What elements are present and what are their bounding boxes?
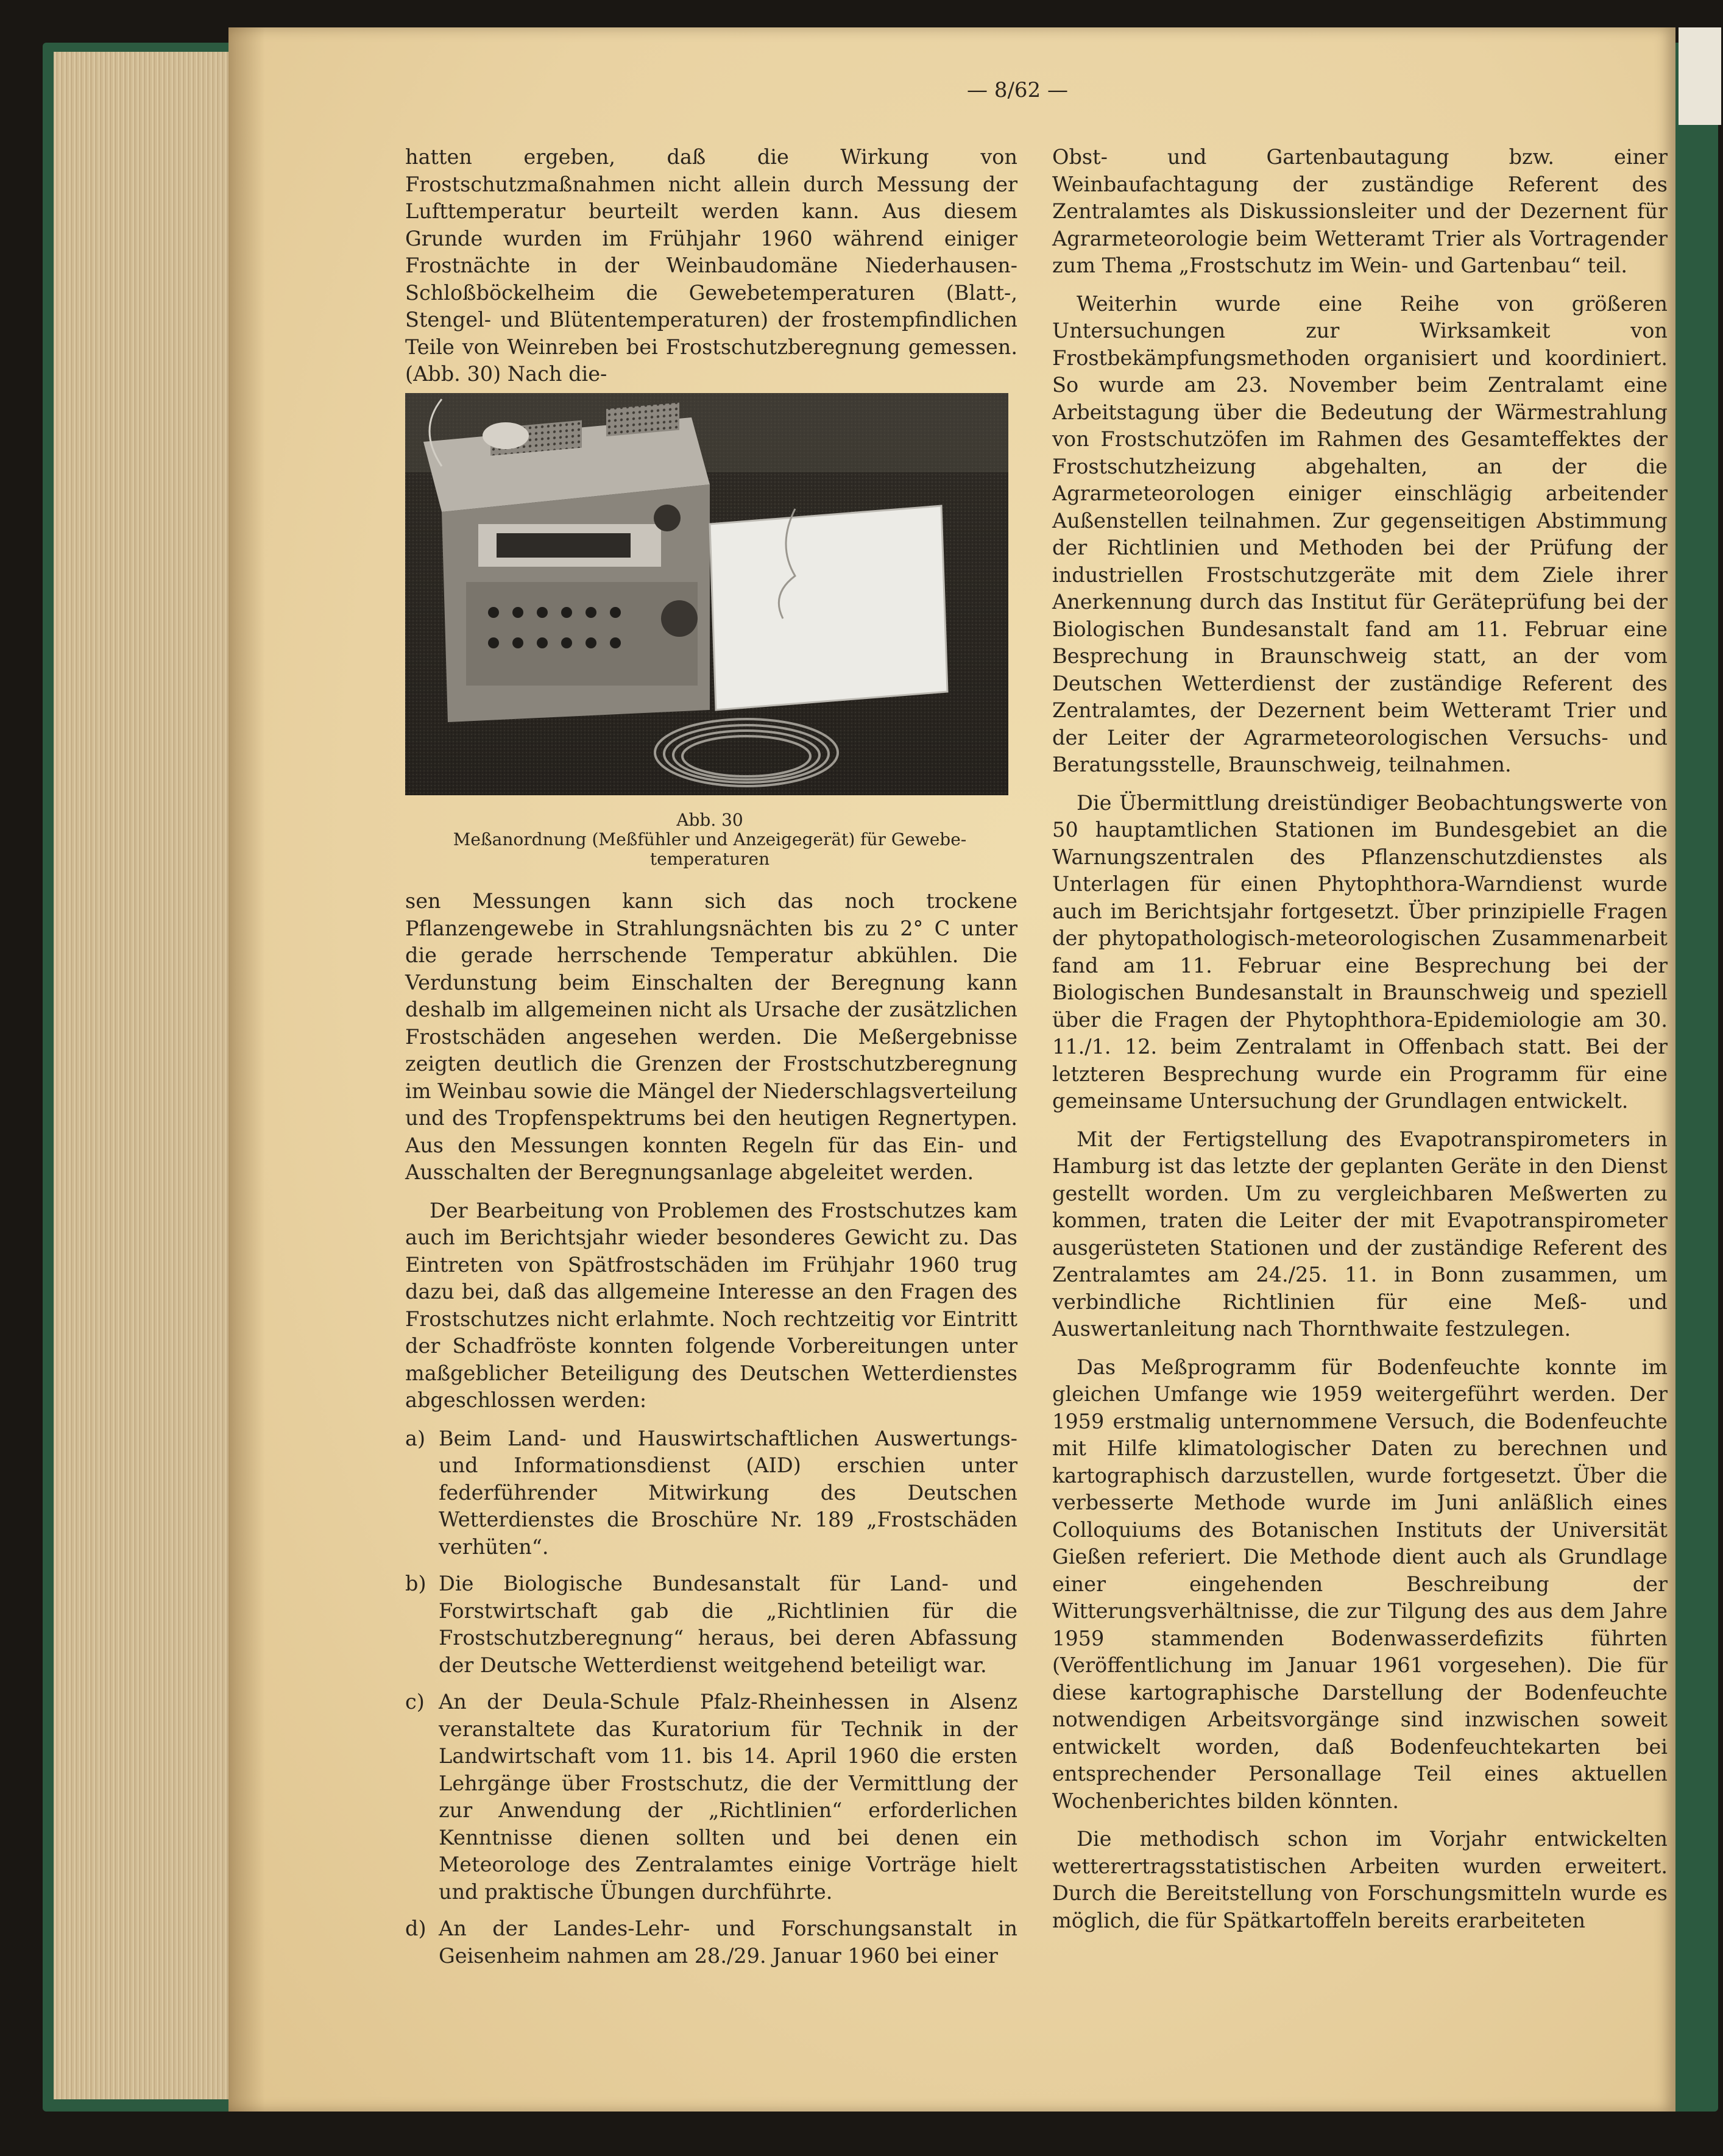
- figure-caption: [405, 810, 1014, 869]
- measuring-equipment-photo: [405, 393, 1008, 795]
- list-label: d): [405, 1917, 426, 1940]
- paragraph: Der Bearbeitung von Problemen des Frostschutzes kam auch im Berichtsjahr wieder besonderes Gewicht zu. Das Eintreten von Spätfrostschäden im Frühjahr 1960 trug dazu bei, daß das allgemeine Interesse an den Fragen des Frostschutzes nicht erlahmte. Noch rechtzeitig vor Eintritt der Schadfröste konnten folgende Vorbereitungen unter maßgeblicher Beteiligung des Deutschen Wetterdienstes abgeschlossen werden:: [405, 1198, 1017, 1412]
- spine-shadow: [228, 27, 265, 2112]
- paragraph: Die methodisch schon im Vorjahr entwickelten wetterertragsstatistischen Arbeiten wurden erweitert. Durch die Bereitstellung von Forschungsmitteln wurde es möglich, die für Spätkartoffeln bereits erarbeiteten: [1052, 1827, 1668, 1932]
- paragraph: Weiterhin wurde eine Reihe von größeren Untersuchungen zur Wirksamkeit von Frostbekämpfungsmethoden organisiert und koordiniert. So wurde am 23. November beim Zentralamt eine Arbeitstagung über die Bedeutung der Wärmestrahlung von Frostschutzöfen im Rahmen des Gesamteffektes der Frostschutzheizung abgehalten, an der die Agrarmeteorologen einiger einschlägig arbeitender Außenstellen teilnahmen. Zur gegenseitigen Abstimmung der Richtlinien und Methoden bei der Prüfung der industriellen Frostschutzgeräte mit dem Ziele ihrer Anerkennung durch das Institut für Geräteprüfung bei der Biologischen Bundesanstalt fand am 11. Februar eine Besprechung in Braunschweig statt, an der vom Deutschen Wetterdienst der zuständige Referent des Zentralamtes, der Dezernent beim Wetteramt Trier und der Leiter der Agrarmeteorologischen Versuchs- und Beratungsstelle, Braunschweig, teilnahmen.: [1052, 291, 1668, 776]
- list-item: [405, 1570, 1017, 1679]
- page-corner-tab: [1679, 27, 1721, 125]
- paragraph: Die Übermittlung dreistündiger Beobachtungswerte von 50 hauptamtlichen Stationen im Bundesgebiet an die Warnungszentralen des Pflanzenschutzdienstes als Unterlagen für einen Phytophthora-Warndienst wurde auch im Berichtsjahr fortgesetzt. Über prinzipielle Fragen der phytopathologisch-meteorologischen Zusammenarbeit fand am 11. Februar eine Besprechung bei der Biologischen Bundesanstalt in Braunschweig und speziell über die Fragen der Phytophthora-Epidemiologie am 30. 11./1. 12. beim Zentralamt in Offenbach statt. Bei der letzteren Besprechung wurde ein Programm für eine gemeinsame Untersuchung der Grundlagen entwickelt.: [1052, 790, 1668, 1113]
- list-text: An der Deula-Schule Pfalz-Rheinhessen in Alsenz veranstaltete das Kuratorium für Technik in der Landwirtschaft vom 11. bis 14. April 1960 die ersten Lehrgänge über Frostschutz, die der Vermittlung der zur Anwendung der „Richtlinien“ erforderlichen Kenntnisse dienen sollten und bei denen ein Meteorologe des Zentralamtes einige Vorträge hielt und praktische Übungen durchführte.: [439, 1690, 1017, 1904]
- list-label: a): [405, 1426, 426, 1450]
- list-item: [405, 1425, 1017, 1561]
- list-label: b): [405, 1572, 426, 1595]
- figure-label: Abb. 30: [676, 810, 743, 830]
- figure-photo: [405, 393, 1008, 795]
- paragraph: Obst- und Gartenbautagung bzw. einer Weinbaufachtagung der zuständige Referent des Zentralamtes als Diskussionsleiter und der Dezernent für Agrarmeteorologie beim Wetteramt Trier als Vortragender zum Thema „Frostschutz im Wein- und Gartenbau“ teil.: [1052, 145, 1668, 277]
- right-column: [1052, 144, 1668, 1934]
- left-column-top: [405, 144, 1017, 388]
- list-item: [405, 1689, 1017, 1906]
- figure-caption-text: Meßanordnung (Meßfühler und Anzeigegerät) für Gewebe-temperaturen: [453, 829, 967, 869]
- list-label: c): [405, 1690, 425, 1714]
- list-text: An der Landes-Lehr- und Forschungsanstalt in Geisenheim nahmen am 28./29. Januar 1960 bei einer: [439, 1917, 1017, 1968]
- paragraph: hatten ergeben, daß die Wirkung von Frostschutzmaßnahmen nicht allein durch Messung der Lufttemperatur beurteilt werden kann. Aus diesem Grunde wurden im Frühjahr 1960 während einiger Frostnächte in der Weinbaudomäne Niederhausen-Schloßböckelheim die Gewebetemperaturen (Blatt-, Stengel- und Blütentemperaturen) der frostempfindlichen Teile von Weinreben bei Frostschutzberegnung gemessen. (Abb. 30) Nach die-: [405, 145, 1017, 386]
- page-number: — 8/62 —: [967, 78, 1068, 102]
- paragraph: Mit der Fertigstellung des Evapotranspirometers in Hamburg ist das letzte der geplanten Geräte in den Dienst gestellt worden. Um zu vergleichbaren Meßwerten zu kommen, traten die Leiter der mit Evapotranspirometer ausgerüsteten Stationen und der zuständige Referent des Zentralamtes am 24./25. 11. in Bonn zusammen, um verbindliche Richtlinien für eine Meß- und Auswertanleitung nach Thornthwaite festzulegen.: [1052, 1127, 1668, 1341]
- paragraph: Das Meßprogramm für Bodenfeuchte konnte im gleichen Umfange wie 1959 weitergeführt werden. Der 1959 erstmalig unternommene Versuch, die Bodenfeuchte mit Hilfe klimatologischer Daten zu berechnen und kartographisch darzustellen, wurde fortgesetzt. Über die verbesserte Methode wurde im Juni anläßlich eines Colloquiums des Botanischen Instituts der Universität Gießen referiert. Die Methode dient auch als Grundlage einer eingehenden Beschreibung der Witterungsverhältnisse, die zur Tilgung des aus dem Jahre 1959 stammenden Bodenwasserdefizits führten (Veröffentlichung im Januar 1961 vorgesehen). Die für diese kartographische Darstellung der Bodenfeuchte notwendigen Arbeitsvorgänge sind inzwischen soweit entwickelt worden, daß Bodenfeuchtekarten bei entsprechender Personallage Teil eines aktuellen Wochenberichtes bilden könnten.: [1052, 1355, 1668, 1813]
- list-text: Die Biologische Bundesanstalt für Land- und Forstwirtschaft gab die „Richtlinien für die Frostschutzberegnung“ heraus, bei deren Abfassung der Deutsche Wetterdienst weitgehend beteiligt war.: [439, 1572, 1017, 1677]
- list-text: Beim Land- und Hauswirtschaftlichen Auswertungs- und Informationsdienst (AID) erschien unter federführender Mitwirkung des Deutschen Wetterdienstes die Broschüre Nr. 189 „Frostschäden verhüten“.: [439, 1426, 1017, 1559]
- list-item: [405, 1915, 1017, 1970]
- left-column-bottom: [405, 888, 1017, 1970]
- page-edges: [54, 52, 236, 2099]
- paragraph: sen Messungen kann sich das noch trockene Pflanzengewebe in Strahlungsnächten bis zu 2° C unter die gerade herrschende Temperatur abkühlen. Die Verdunstung beim Einschalten der Beregnung kann deshalb im allgemeinen nicht als Ursache der zusätzlichen Frostschäden angesehen werden. Die Meßergebnisse zeigten deutlich die Grenzen der Frostschutzberegnung im Weinbau sowie die Mängel der Niederschlagsverteilung und des Tropfenspektrums bei den heutigen Regnertypen. Aus den Messungen konnten Regeln für das Ein- und Ausschalten der Beregnungsanlage abgeleitet werden.: [405, 889, 1017, 1184]
